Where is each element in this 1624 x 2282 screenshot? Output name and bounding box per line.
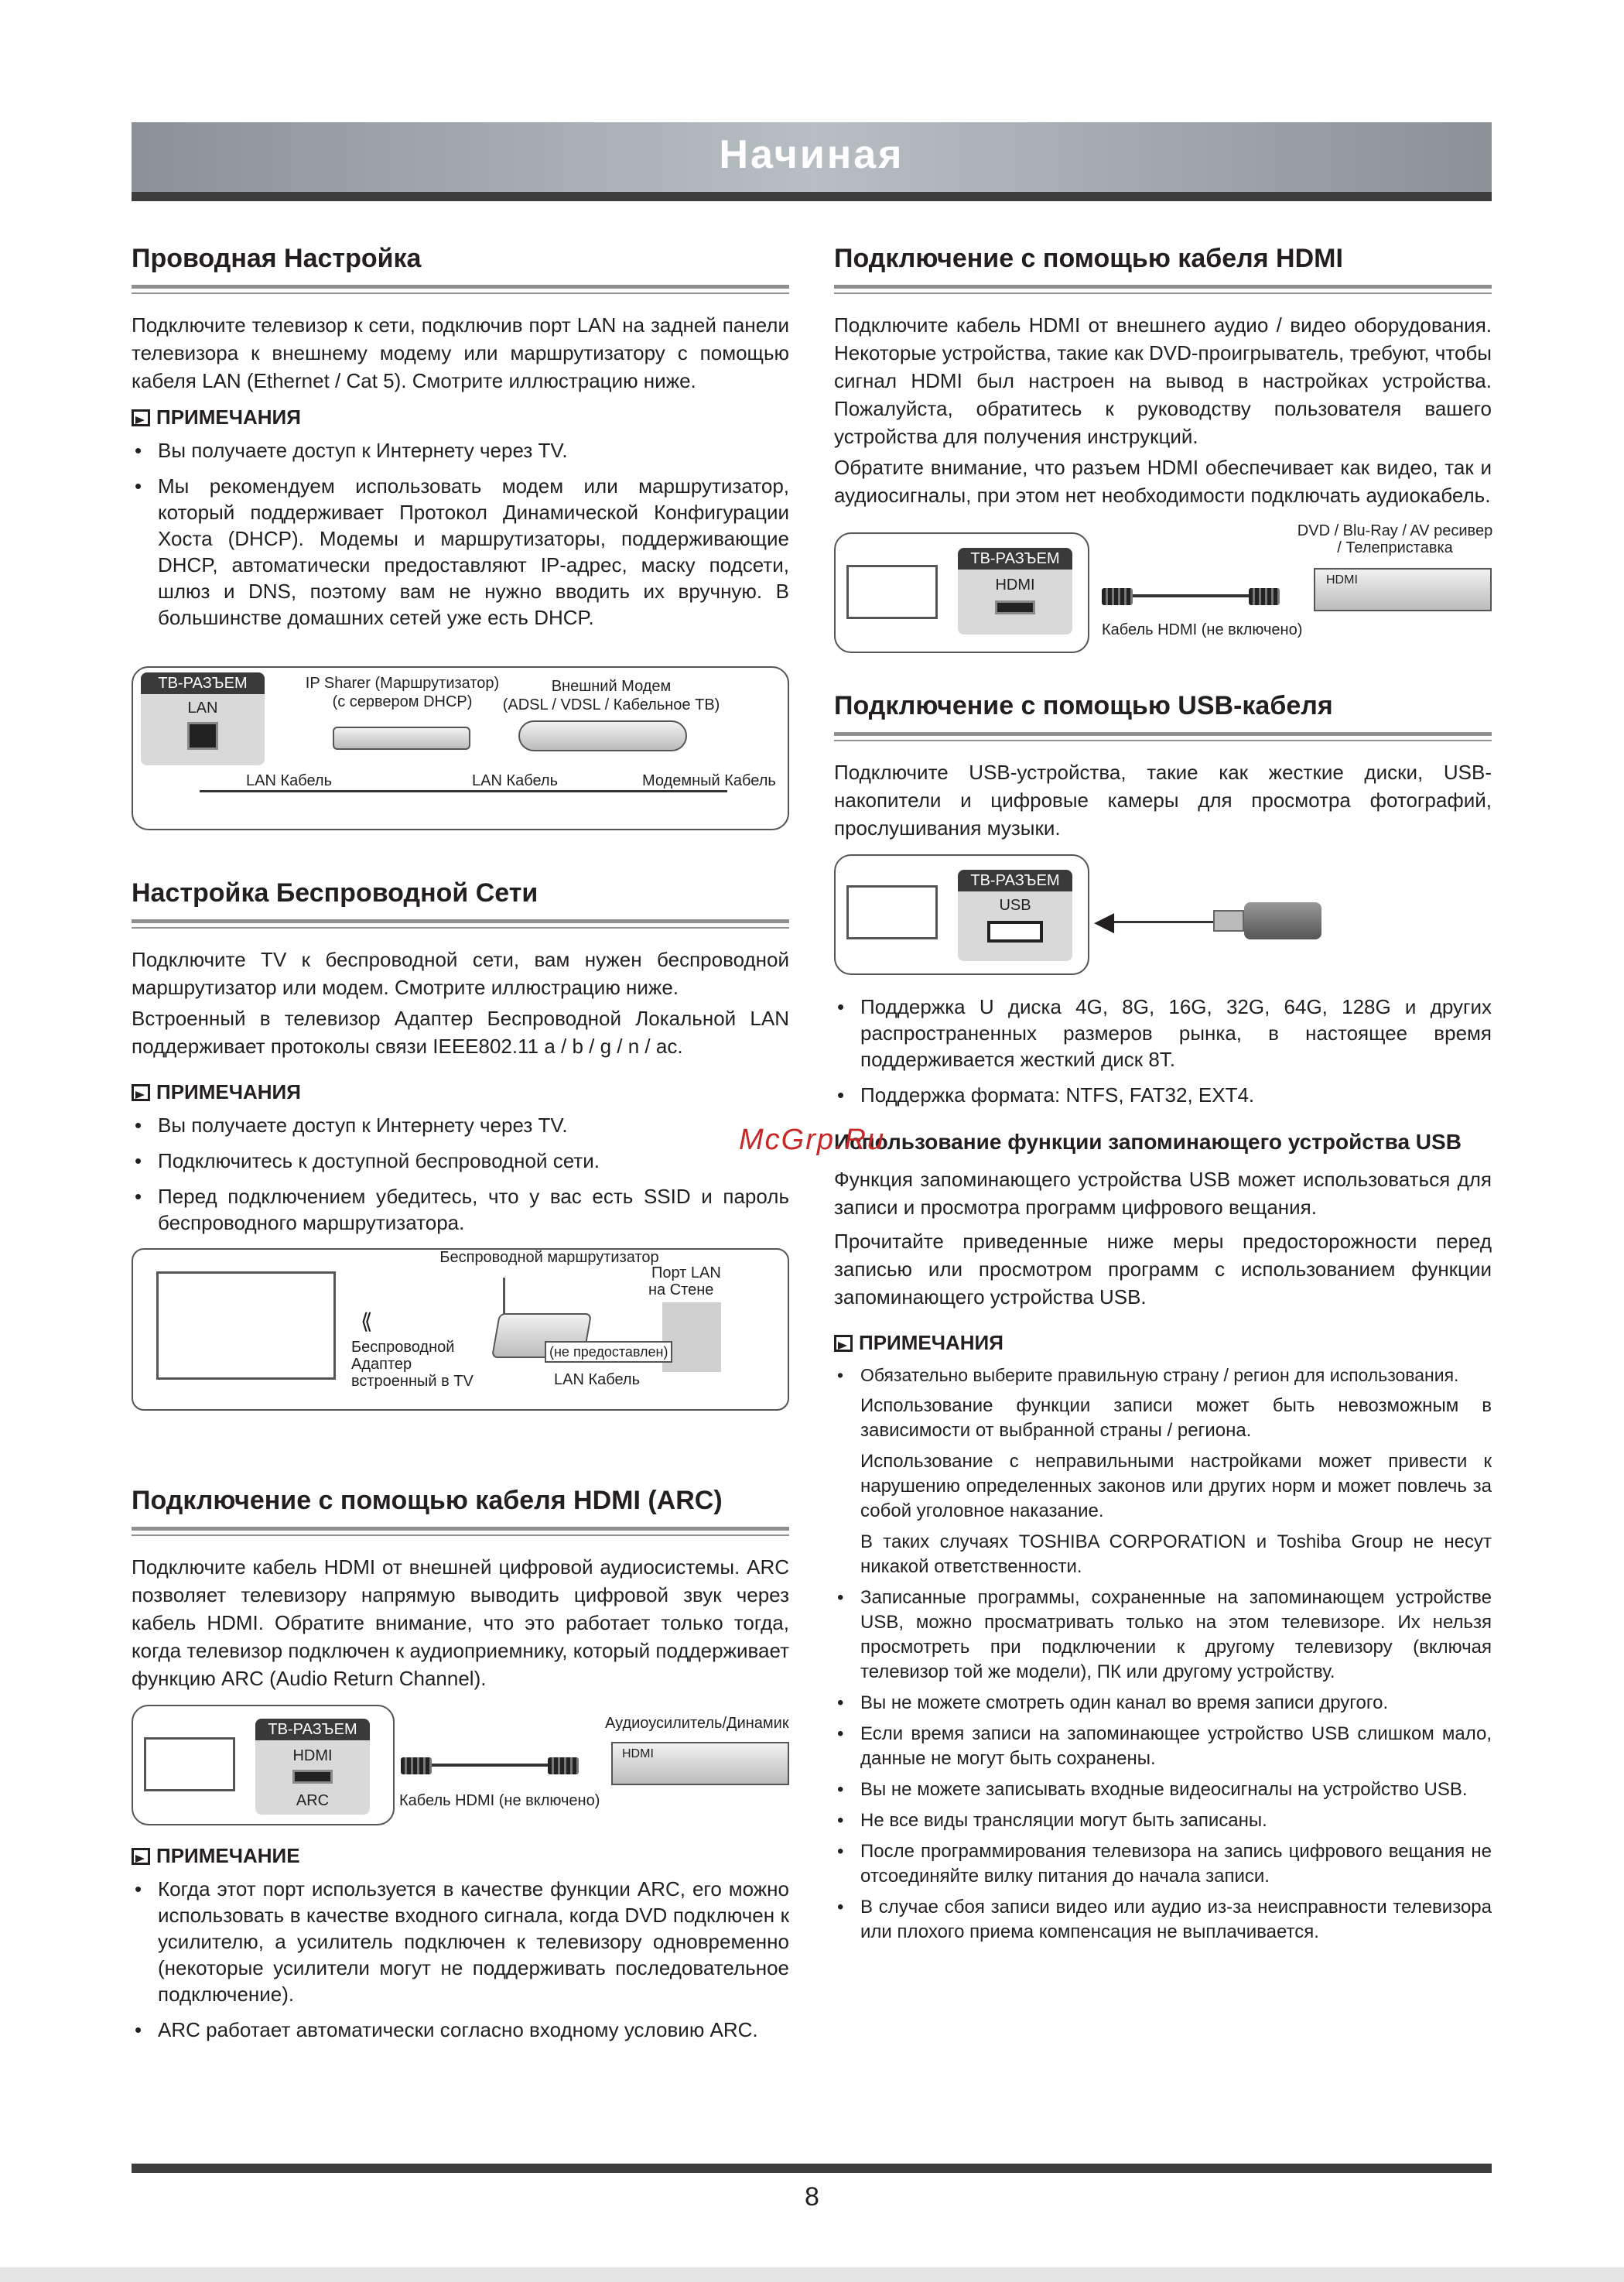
list-item: Использование с неправильными настройками может привести к нарушению определенных законов или других норм и может повлечь за собой уголовное наказание. [860,1451,1492,1521]
section-rule [132,285,789,294]
wired-notes [132,437,789,631]
list-item: • Поддержка U диска 4G, 8G, 16G, 32G, 64G, 128G и других распространенных размеров рынка, в настоящее время поддерживается жесткий диск 8T. [834,994,1492,1073]
section-rule [132,919,789,929]
wired-section [132,241,789,817]
usb-flash-drive-icon [1244,902,1321,939]
hdmi-plug-icon [1102,588,1133,605]
hdmi-diagram: ТВ-РАЗЪЕМ HDMI Кабель HDMI (не включено) DVD / Blu-Ray / AV ресивер / Телеприставка HDMI [834,522,1492,655]
arc-title: Подключение с помощью кабеля HDMI (ARC) [132,1486,723,1515]
section-rule [834,285,1492,294]
note-arrow-icon [132,1084,150,1101]
section-rule [132,1527,789,1536]
watermark: McGrp.Ru [739,1124,886,1156]
list-item: • В случае сбоя записи видео или аудио из-за неисправности телевизора или плохого приема компенсация не выплачивается. [834,1895,1492,1945]
hdmi-plug-icon [401,1757,432,1774]
router-icon [333,727,470,750]
usb-socket-icon [987,921,1043,943]
wired-intro: Подключите телевизор к сети, подключив порт LAN на задней панели телевизора к внешнему модему или маршрутизатору с помощью кабеля LAN (Ethernet / Cat 5). Смотрите иллюстрацию ниже. [132,313,789,392]
page-title: Начиная [719,132,904,177]
note-arrow-icon [132,409,150,426]
list-item: • Перед подключением убедитесь, что у вас есть SSID и пароль беспроводного маршрутизатора. [132,1183,789,1236]
section-rule [834,732,1492,741]
wireless-diagram: Беспроводной маршрутизатор Порт LAN на Стене ⟪ Беспроводной Адаптер встроенный в TV (не предоставлен) LAN Кабель [132,1248,789,1411]
list-item: • Поддержка формата: NTFS, FAT32, EXT4. [834,1082,1492,1108]
cable-line [1133,594,1249,597]
hdmi-intro-2: Обратите внимание, что разъем HDMI обеспечивает как видео, так и аудиосигналы, при этом нет необходимости подключать аудиокабель. [834,456,1492,507]
tv-port-panel: ТВ-РАЗЪЕМ LAN [141,672,265,765]
list-item: • Если время записи на запоминающее устройство USB слишком мало, данные не могут быть сохранены. [834,1722,1492,1771]
tv-icon [846,885,938,939]
list-item: • Подключитесь к доступной беспроводной сети. [132,1148,789,1174]
hdmi-socket-icon [292,1770,333,1784]
lan-socket-icon [187,722,218,750]
arc-note-heading: ПРИМЕЧАНИЕ [132,1844,789,1868]
hdmi-plug-icon [548,1757,579,1774]
usb-title: Подключение с помощью USB-кабеля [834,691,1333,720]
tv-port-panel: ТВ-РАЗЪЕМ HDMI [958,548,1072,635]
wireless-title: Настройка Беспроводной Сети [132,878,538,908]
tv-icon [144,1737,235,1791]
hdmi-socket-icon [995,600,1035,614]
wireless-notes-heading: ПРИМЕЧАНИЯ [132,1080,789,1104]
arc-intro: Подключите кабель HDMI от внешней цифровой аудиосистемы. ARC позволяет телевизору напрямую выводить цифровой звук через кабель HDMI. Обратите внимание, что это работает только тогда, когда телевизор подключен к аудиоприемнику, который поддерживает функцию ARC (Audio Return Channel). [132,1555,789,1690]
arc-section [132,1483,789,2043]
wifi-signal-icon: ⟪ [361,1309,373,1333]
usb-pvr-p1: Функция запоминающего устройства USB может использоваться для записи и просмотра программ цифрового вещания. [834,1168,1492,1219]
hdmi-section [834,241,1492,655]
footer-bar [132,2164,1492,2173]
note-arrow-icon [834,1335,853,1352]
list-item: • ARC работает автоматически согласно входному условию ARC. [132,2017,789,2043]
note-arrow-icon [132,1848,150,1865]
list-item: Использование функции записи может быть невозможным в зависимости от выбранной страны / региона. [860,1395,1492,1441]
list-item: • Когда этот порт используется в качестве функции ARC, его можно использовать в качестве входного сигнала, когда DVD подключен к усилителю, а усилитель подключен к телевизору одновременно (некоторые усилители могут не поддерживать последовательное подключение). [132,1876,789,2007]
arc-diagram: ТВ-РАЗЪЕМ HDMI ARC Кабель HDMI (не включено) Аудиоусилитель/Динамик HDMI [132,1705,789,1829]
list-item: • Вы получаете доступ к Интернету через TV. [132,437,789,464]
wired-diagram: ТВ-РАЗЪЕМ LAN IP Sharer (Маршрутизатор) (с сервером DHCP) Внешний Модем (ADSL / VDSL / Кабельное ТВ) LAN Кабель LAN Кабель Модемный Кабель [132,643,789,817]
modem-icon [518,720,687,751]
arrow-left-icon: ◀ [1094,907,1115,936]
arc-notes [132,1876,789,2043]
wireless-intro-1: Подключите TV к беспроводной сети, вам нужен беспроводной маршрутизатор или модем. Смотрите иллюстрацию ниже. [132,948,789,999]
list-item: • Вы не можете записывать входные видеосигналы на устройство USB. [834,1777,1492,1802]
wireless-intro-2: Встроенный в телевизор Адаптер Беспроводной Локальной LAN поддерживает протоколы связи IEEE802.11 a / b / g / n / ac. [132,1007,789,1058]
usb-intro: Подключите USB-устройства, такие как жесткие диски, USB-накопители и цифровые камеры для просмотра фотографий, прослушивания музыки. [834,761,1492,840]
hdmi-title: Подключение с помощью кабеля HDMI [834,244,1343,273]
cable-line [432,1764,548,1767]
list-item: • После программирования телевизора на запись цифрового вещания не отсоединяйте вилку питания до начала записи. [834,1839,1492,1889]
list-item: • Не все виды трансляции могут быть записаны. [834,1808,1492,1833]
usb-notes-heading: ПРИМЕЧАНИЯ [834,1331,1492,1355]
list-item: • Обязательно выберите правильную страну / регион для использования. [834,1363,1492,1387]
usb-notes [834,1363,1492,1945]
wired-notes-heading: ПРИМЕЧАНИЯ [132,405,789,429]
bottom-strip [0,2267,1624,2282]
right-column [834,241,1492,1951]
list-item: • Вы получаете доступ к Интернету через TV. [132,1112,789,1138]
left-column [132,241,789,2052]
hdmi-plug-icon [1249,588,1280,605]
tv-icon [846,565,938,619]
usb-bullets [834,994,1492,1108]
usb-section [834,689,1492,1945]
wireless-notes [132,1112,789,1236]
header-bar [132,192,1492,201]
usb-diagram [834,854,1492,978]
wireless-section [132,876,789,1411]
hdmi-intro-1: Подключите кабель HDMI от внешнего аудио / видео оборудования. Некоторые устройства, такие как DVD-проигрыватель, требуют, чтобы сигнал HDMI был настроен на вывод в настройках устройства. Пожалуйста, обратитесь к руководству пользователя вашего устройства для получения инструкций. [834,313,1492,448]
usb-pvr-title: Использование функции запоминающего устройства USB [834,1130,1462,1154]
list-item: В таких случаях TOSHIBA CORPORATION и Toshiba Group не несут никакой ответственности. [860,1531,1492,1577]
usb-plug-icon [1213,910,1244,932]
list-item: • Записанные программы, сохраненные на запоминающем устройстве USB, можно просматривать только на этом телевизоре. Их нельзя просмотреть при подключении к другому телевизору (включая телевизор той же модели), ПК или другому устройству. [834,1586,1492,1685]
tv-icon [156,1271,336,1380]
tv-port-panel: ТВ-РАЗЪЕМ HDMI ARC [255,1719,370,1815]
cable-line [200,790,727,792]
list-item: • Мы рекомендуем использовать модем или маршрутизатор, который поддерживает Протокол Динамической Конфигурации Хоста (DHCP). Модемы и маршрутизаторы, поддерживающие DHCP, автоматически предоставляют IP-адрес, маску подсети, шлюз и DNS, поэтому вам не нужно вводить их вручную. В большинстве домашних сетей уже есть DHCP. [132,473,789,631]
usb-pvr-p2: Прочитайте приведенные ниже меры предосторожности перед записью или просмотром программ с использованием функции запоминающего устройства USB. [834,1230,1492,1309]
tv-port-panel: ТВ-РАЗЪЕМ USB [958,870,1072,961]
page-number: 8 [805,2182,819,2212]
antenna-icon [503,1278,505,1315]
wired-title: Проводная Настройка [132,244,422,273]
list-item: • Вы не можете смотреть один канал во время записи другого. [834,1691,1492,1716]
arrow-line [1114,921,1221,923]
